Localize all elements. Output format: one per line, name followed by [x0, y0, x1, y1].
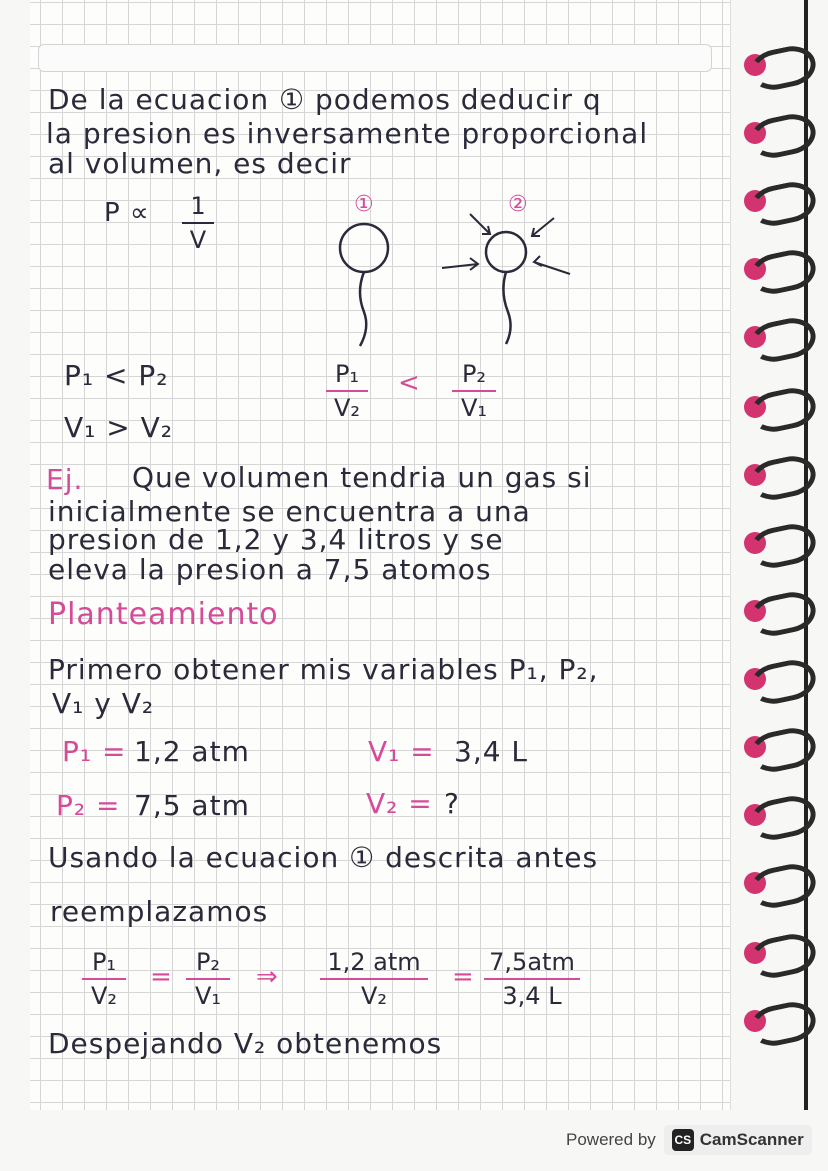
sub-fraction-4-numerator: 7,5atm	[489, 948, 575, 976]
sub-fraction-3-bar	[320, 978, 428, 980]
v2-label: V₂ =	[366, 787, 433, 820]
using-line-1: Usando la ecuacion ① descrita antes	[48, 841, 599, 874]
sub-equals-2: =	[452, 962, 474, 992]
intro-line-2: la presion es inversamente proporcional	[46, 117, 649, 150]
sub-fraction-4	[484, 948, 580, 1010]
binding-ring	[744, 662, 804, 696]
binding-ring	[744, 798, 804, 832]
sub-fraction-4-bar	[484, 978, 580, 980]
v2-value: ?	[444, 787, 460, 820]
p1-value: 1,2 atm	[134, 735, 250, 768]
ratio-left-denominator: V₂	[333, 394, 361, 422]
camscanner-watermark	[566, 1122, 812, 1158]
example-line-1: Que volumen tendria un gas si	[132, 461, 592, 494]
binding-ring	[744, 458, 804, 492]
ratio-right	[452, 360, 496, 422]
sub-fraction-1-bar	[82, 978, 126, 980]
balloon-label-1: ①	[354, 192, 375, 217]
balloon-label-2: ②	[508, 192, 529, 217]
binding-ring	[744, 320, 804, 354]
sub-fraction-1-denominator: V₂	[90, 982, 118, 1010]
sub-fraction-3-numerator: 1,2 atm	[327, 948, 421, 976]
proportional-symbol: P ∝	[104, 198, 150, 228]
variables-line-1: Primero obtener mis variables P₁, P₂,	[48, 653, 599, 686]
sub-fraction-1-numerator: P₁	[91, 948, 117, 976]
example-line-4: eleva la presion a 7,5 atomos	[48, 553, 492, 586]
p2-label: P₂ =	[56, 789, 121, 822]
section-heading-planteamiento: Planteamiento	[48, 597, 279, 632]
fraction-denominator: V	[189, 226, 207, 254]
implies-arrow: ⇒	[256, 962, 278, 992]
camscanner-badge	[664, 1125, 812, 1155]
balloon-2	[486, 232, 526, 344]
binding-ring	[744, 730, 804, 764]
fraction-numerator: 1	[190, 192, 206, 220]
binding-ring	[744, 390, 804, 424]
ratio-left-bar	[326, 390, 368, 392]
fraction-bar	[182, 222, 214, 224]
binding-ring	[744, 184, 804, 218]
p2-value: 7,5 atm	[134, 789, 250, 822]
sub-fraction-2-numerator: P₂	[195, 948, 221, 976]
binding-ring	[744, 526, 804, 560]
camscanner-brand: CamScanner	[699, 1130, 804, 1149]
ratio-right-denominator: V₁	[460, 394, 488, 422]
example-line-2: inicialmente se encuentra a una	[48, 495, 531, 528]
v1-label: V₁ =	[368, 735, 435, 768]
binding-ring	[744, 252, 804, 286]
sub-equals-1: =	[150, 962, 172, 992]
spiral-binding	[732, 0, 828, 1110]
example-label: Ej.	[46, 463, 84, 496]
sub-fraction-3-denominator: V₂	[360, 982, 388, 1010]
intro-line-3: al volumen, es decir	[48, 147, 352, 180]
ratio-left	[326, 360, 368, 422]
closing-line: Despejando V₂ obtenemos	[48, 1027, 443, 1060]
intro-line-1: De la ecuacion ① podemos deducir q	[48, 83, 602, 116]
example-line-3: presion de 1,2 y 3,4 litros y se	[48, 523, 504, 556]
sub-fraction-1	[82, 948, 126, 1010]
one-over-v-fraction	[182, 192, 214, 254]
sub-fraction-2-denominator: V₁	[194, 982, 222, 1010]
sub-fraction-2	[186, 948, 230, 1010]
v1-value: 3,4 L	[454, 735, 529, 768]
binding-ring	[744, 1004, 804, 1038]
sub-fraction-4-denominator: 3,4 L	[502, 982, 562, 1010]
volume-relation: V₁ > V₂	[64, 411, 174, 444]
pressure-relation: P₁ < P₂	[64, 359, 169, 392]
variables-line-2: V₁ y V₂	[52, 687, 155, 720]
binding-ring	[744, 936, 804, 970]
sub-fraction-2-bar	[186, 978, 230, 980]
balloon-1	[340, 224, 388, 346]
ratio-left-numerator: P₁	[334, 360, 360, 388]
using-line-2: reemplazamos	[50, 895, 269, 928]
compression-arrows	[442, 214, 570, 274]
binding-ring	[744, 116, 804, 150]
binding-ring	[744, 594, 804, 628]
notebook-header-strip	[38, 44, 712, 72]
ratio-right-numerator: P₂	[461, 360, 487, 388]
binding-ring	[744, 48, 804, 82]
p1-label: P₁ =	[62, 735, 127, 768]
sub-fraction-3	[320, 948, 428, 1010]
ratio-less-than: <	[398, 368, 420, 398]
binding-ring	[744, 866, 804, 900]
ratio-right-bar	[452, 390, 496, 392]
powered-by-text: Powered by	[566, 1130, 656, 1149]
camscanner-logo-icon: CS	[672, 1129, 694, 1151]
